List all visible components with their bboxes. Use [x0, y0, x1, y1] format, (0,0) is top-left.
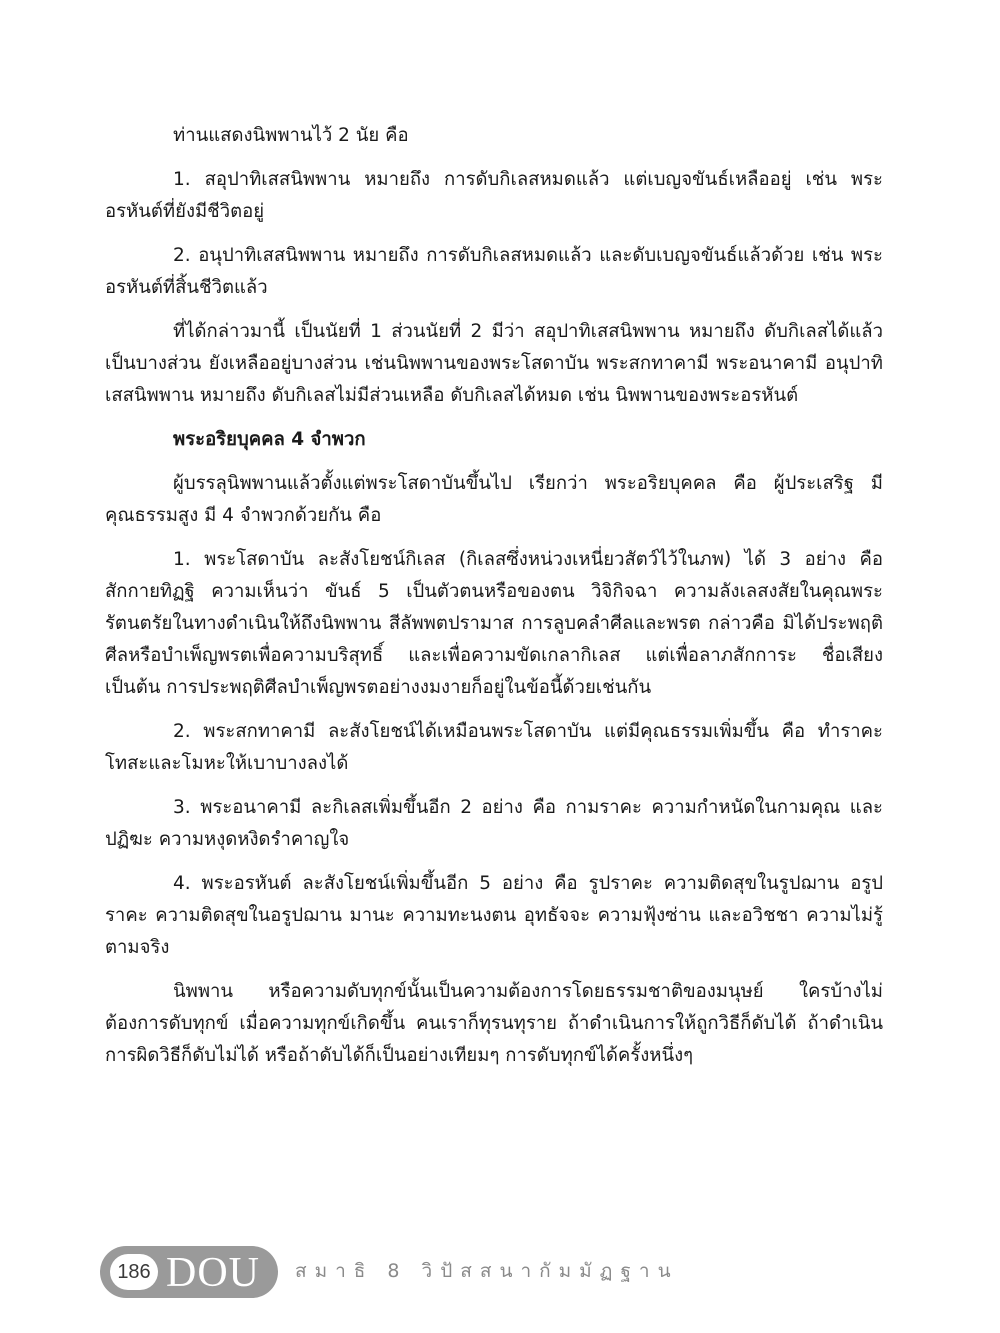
- body-text: [105, 120, 883, 1084]
- paragraph: 3. พระอนาคามี ละกิเลสเพิ่มขึ้นอีก 2 อย่าง คือ กามราคะ ความกำหนัดในกามคุณ และปฏิฆะ ความหงุดหงิดรำคาญใจ: [105, 797, 883, 850]
- paragraph: 2. อนุปาทิเสสนิพพาน หมายถึง การดับกิเลสหมดแล้ว และดับเบญจขันธ์แล้วด้วย เช่น พระอรหันต์ที่สิ้นชีวิตแล้ว: [105, 245, 883, 298]
- paragraph: นิพพาน หรือความดับทุกข์นั้นเป็นความต้องการโดยธรรมชาติของมนุษย์ ใครบ้างไม่ต้องการดับทุกข์ เมื่อความทุกข์เกิดขึ้น คนเราก็ทุรนทุราย ถ้าดำเนินการให้ถูกวิธีก็ดับได้ ถ้าดำเนินการผิดวิธีก็ดับไม่ได้ หรือถ้าดับได้ก็เป็นอย่างเทียมๆ การดับทุกข์ได้ครั้งหนึ่งๆ: [105, 981, 883, 1066]
- page-footer: [100, 1246, 900, 1298]
- paragraph: 1. สอุปาทิเสสนิพพาน หมายถึง การดับกิเลสหมดแล้ว แต่เบญจขันธ์เหลืออยู่ เช่น พระอรหันต์ที่ยังมีชีวิตอยู่: [105, 169, 883, 222]
- paragraph: 1. พระโสดาบัน ละสังโยชน์กิเลส (กิเลสซึ่งหน่วงเหนี่ยวสัตว์ไว้ในภพ) ได้ 3 อย่าง คือ สักกายทิฏฐิ ความเห็นว่า ขันธ์ 5 เป็นตัวตนหรือของตน วิจิกิจฉา ความลังเลสงสัยในคุณพระรัตนตรัยในทางดำเนินให้ถึงนิพพาน สีลัพพตปรามาส การลูบคลำศีลและพรต กล่าวคือ มิได้ประพฤติศีลหรือบำเพ็ญพรตเพื่อความบริสุทธิ์ และเพื่อความขัดเกลากิเลส แต่เพื่อลาภสักการะ ชื่อเสียง เป็นต้น การประพฤติศีลบำเพ็ญพรตอย่างงมงายก็อยู่ในข้อนี้ด้วยเช่นกัน: [105, 549, 883, 698]
- paragraph: ผู้บรรลุนิพพานแล้วตั้งแต่พระโสดาบันขึ้นไป เรียกว่า พระอริยบุคคล คือ ผู้ประเสริฐ มีคุณธรรมสูง มี 4 จำพวกด้วยกัน คือ: [105, 473, 883, 526]
- book-title: สมาธิ 8 วิปัสสนากัมมัฏฐาน: [295, 1260, 679, 1282]
- brand-logo: DOU: [166, 1250, 260, 1296]
- paragraph: ท่านแสดงนิพพานไว้ 2 นัย คือ: [173, 125, 409, 146]
- paragraph: 2. พระสกทาคามี ละสังโยชน์ได้เหมือนพระโสดาบัน แต่มีคุณธรรมเพิ่มขึ้น คือ ทำราคะ โทสะและโมหะให้เบาบางลงได้: [105, 721, 883, 774]
- footer-badge: [100, 1246, 278, 1298]
- section-heading: พระอริยบุคคล 4 จำพวก: [173, 429, 366, 450]
- page-number: 186: [110, 1254, 158, 1290]
- paragraph: ที่ได้กล่าวมานี้ เป็นนัยที่ 1 ส่วนนัยที่ 2 มีว่า สอุปาทิเสสนิพพาน หมายถึง ดับกิเลสได้แล้วเป็นบางส่วน ยังเหลืออยู่บางส่วน เช่นนิพพานของพระโสดาบัน พระสกทาคามี พระอนาคามี อนุปาทิเสสนิพพาน หมายถึง ดับกิเลสไม่มีส่วนเหลือ ดับกิเลสได้หมด เช่น นิพพานของพระอรหันต์: [105, 321, 883, 406]
- paragraph: 4. พระอรหันต์ ละสังโยชน์เพิ่มขึ้นอีก 5 อย่าง คือ รูปราคะ ความติดสุขในรูปฌาน อรูปราคะ ความติดสุขในอรูปฌาน มานะ ความทะนงตน อุทธัจจะ ความฟุ้งซ่าน และอวิชชา ความไม่รู้ตามจริง: [105, 873, 883, 958]
